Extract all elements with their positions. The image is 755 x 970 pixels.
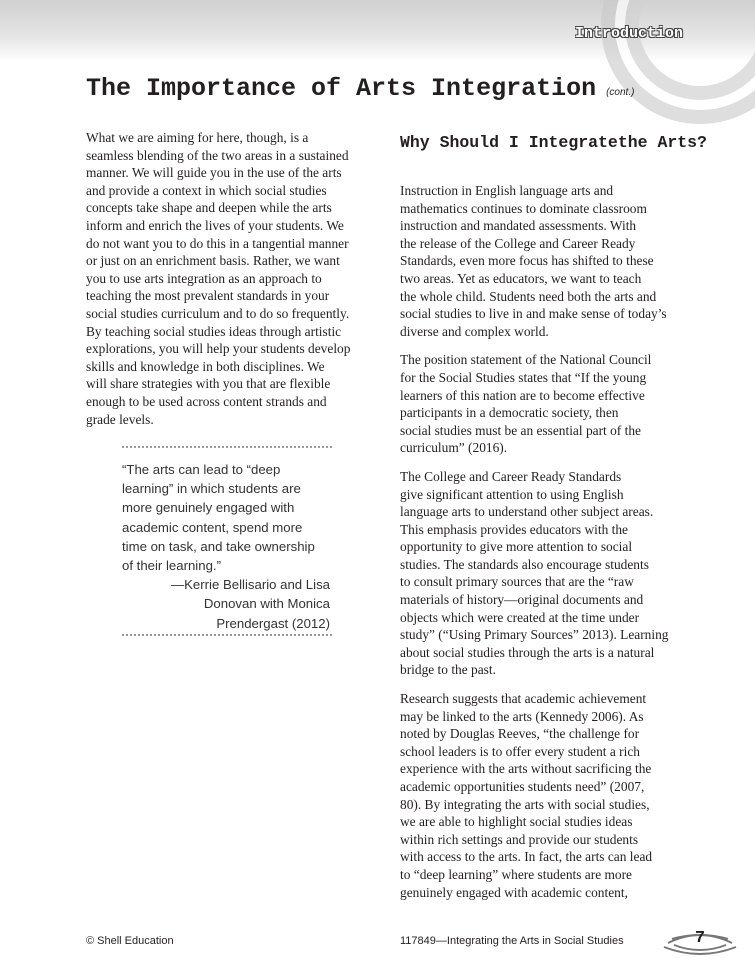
text-line: or just on an enrichment basis. Rather, we want: [86, 253, 340, 269]
paragraph: [400, 351, 669, 457]
page-number: [660, 925, 740, 959]
quote-text: [122, 460, 330, 575]
text-line: study” (“Using Primary Sources” 2013). Learning: [400, 627, 669, 643]
text-line: This emphasis provides educators with the: [400, 521, 628, 537]
paragraph: [400, 690, 669, 901]
text-line: inform and enrich the lives of your students. We: [86, 217, 344, 233]
attribution-line: —Kerrie Bellisario and Lisa: [170, 577, 330, 593]
text-line: Instruction in English language arts and: [400, 183, 614, 198]
text-line: objects which were created at the time under: [400, 609, 640, 625]
text-line: social studies must be an essential part of the: [400, 422, 641, 438]
text-line: may be linked to the arts (Kennedy 2006). As: [400, 708, 644, 724]
page-number-text: 7: [694, 929, 706, 948]
page-title: [86, 74, 634, 103]
text-line: and provide a context in which social studies: [86, 182, 327, 198]
text-line: concepts take shape and deepen while the arts: [86, 200, 332, 216]
right-column: [400, 182, 669, 912]
quote-line: “The arts can lead to “deep: [122, 462, 281, 477]
text-line: within rich settings and provide our students: [400, 831, 639, 847]
quote-line: more genuinely engaged with: [122, 500, 295, 516]
text-line: instruction and mandated assessments. With: [400, 218, 637, 234]
text-line: about social studies through the arts is a natural: [400, 644, 655, 660]
text-line: seamless blending of the two areas in a sustained: [86, 147, 349, 163]
text-line: By teaching social studies ideas through artistic: [86, 323, 342, 339]
quote-line: time on task, and take ownership: [122, 538, 315, 554]
text-line: we are able to highlight social studies ideas: [400, 814, 633, 830]
text-line: the whole child. Students need both the arts and: [400, 288, 657, 304]
footer-copyright: © Shell Education: [86, 935, 174, 947]
text-line: studies. The standards also encourage students: [400, 556, 649, 572]
attribution-line: Prendergast (2012): [216, 615, 330, 631]
text-line: experience with the arts without sacrificing the: [400, 761, 652, 777]
text-line: Research suggests that academic achievement: [400, 691, 647, 707]
text-line: What we are aiming for here, though, is a: [86, 130, 309, 145]
left-column: [86, 129, 350, 439]
text-line: bridge to the past.: [400, 662, 496, 678]
text-line: do not want you to do this in a tangential manner: [86, 235, 349, 251]
text-line: noted by Douglas Reeves, “the challenge for: [400, 726, 640, 742]
text-line: The College and Career Ready Standards: [400, 468, 622, 484]
text-line: academic opportunities students need” (2007,: [400, 779, 645, 794]
text-line: curriculum” (2016).: [400, 440, 508, 456]
text-line: social studies to live in and make sense of today’s: [400, 306, 667, 322]
text-line: materials of history—original documents and: [400, 592, 644, 608]
footer-book-title: 117849—Integrating the Arts in Social Studies: [400, 935, 624, 947]
section-heading: [400, 133, 707, 153]
quote-divider-top: [122, 446, 332, 448]
text-line: The position statement of the National Council: [400, 352, 652, 368]
text-line: enough to be used across content strands and: [86, 393, 327, 409]
text-line: the release of the College and Career Ready: [400, 235, 636, 251]
heading-line: Why Should I Integrate: [400, 133, 618, 152]
text-line: for the Social Studies states that “If the young: [400, 369, 647, 385]
text-line: social studies curriculum and to do so frequently.: [86, 305, 350, 321]
quote-divider-bottom: [122, 634, 332, 636]
paragraph: [400, 468, 669, 679]
text-line: give significant attention to using English: [400, 486, 624, 502]
pull-quote: [122, 460, 330, 633]
text-line: with access to the arts. In fact, the arts can lead: [400, 849, 653, 865]
quote-line: academic content, spend more: [122, 519, 303, 535]
text-line: grade levels.: [86, 411, 154, 427]
text-line: skills and knowledge in both disciplines. We: [86, 358, 325, 374]
text-line: language arts to understand other subject areas.: [400, 504, 654, 520]
text-line: diverse and complex world.: [400, 323, 549, 339]
text-line: will share strategies with you that are flexible: [86, 376, 331, 392]
quote-attribution: [122, 575, 330, 633]
text-line: to “deep learning” where students are more: [400, 866, 633, 882]
quote-line: learning” in which students are: [122, 481, 301, 497]
text-line: to consult primary sources that are the “raw: [400, 574, 634, 590]
paragraph: [400, 182, 669, 340]
text-line: learners of this nation are to become effective: [400, 387, 645, 403]
heading-line: the Arts?: [617, 133, 707, 152]
text-line: teaching the most prevalent standards in your: [86, 288, 330, 304]
text-line: 80). By integrating the arts with social studies,: [400, 796, 650, 812]
quote-line: of their learning.”: [122, 558, 221, 574]
attribution-line: Donovan with Monica: [203, 596, 330, 612]
text-line: manner. We will guide you in the use of the arts: [86, 165, 342, 181]
text-line: explorations, you will help your students develop: [86, 341, 351, 357]
paragraph: [86, 129, 350, 428]
title-text: The Importance of Arts Integration: [86, 74, 597, 103]
title-suffix: (cont.): [606, 87, 635, 98]
text-line: mathematics continues to dominate classroom: [400, 200, 647, 216]
text-line: Standards, even more focus has shifted to these: [400, 253, 654, 269]
text-line: genuinely engaged with academic content,: [400, 884, 628, 900]
section-label: Introduction: [574, 25, 683, 42]
text-line: school leaders is to offer every student a rich: [400, 743, 640, 759]
text-line: opportunity to give more attention to social: [400, 539, 633, 555]
text-line: participants in a democratic society, then: [400, 405, 619, 421]
swirl-decoration: [615, 0, 755, 110]
text-line: two areas. Yet as educators, we want to teach: [400, 270, 642, 286]
text-line: you to use arts integration as an approach to: [86, 270, 322, 286]
